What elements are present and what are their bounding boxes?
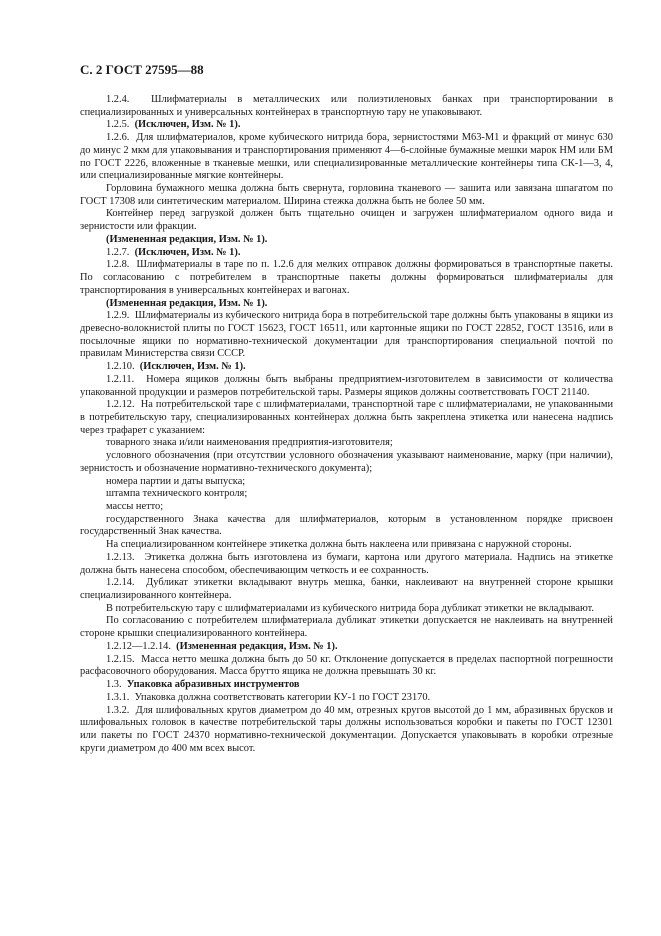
paragraph [80,183,613,208]
paragraph-text: штампа технического контроля; [106,488,248,500]
paragraph [80,539,613,552]
clause-number: 1.2.5. [106,119,130,131]
clause-paragraph [80,374,613,399]
clause-number: 1.2.4. [106,94,130,105]
paragraph-text: массы нетто; [106,501,164,512]
paragraph [80,488,613,501]
clause-paragraph [80,654,613,679]
paragraph-text: Шлифматериалы в таре по п. 1.2.6 для мелких отправок должны формироваться в транспортные пакеты. По согласованию с потребителем в транспортные пакеты должны формироваться шлифматериалы для транспортирования в универсальных контейнерах и вагонах. [80,259,613,296]
clause-number: 1.2.14. [106,577,135,589]
bold-note: (Измененная редакция, Изм. № 1). [176,640,338,652]
paragraph [80,234,613,247]
document-body [80,94,613,755]
clause-number: 1.2.11. [106,373,135,385]
paragraph [80,298,613,311]
clause-paragraph [80,692,613,705]
clause-number: 1.3.1. [106,691,130,703]
paragraph-text: государственного Знака качества для шлифматериалов, которым в установленном порядке присвоен государственный Знак качества. [80,513,613,538]
paragraph-text: номера партии и даты выпуска; [106,475,246,487]
paragraph [80,476,613,489]
bold-note: (Измененная редакция, Изм. № 1). [106,233,268,245]
paragraph-text: условного обозначения (при отсутствии условного обозначения указывают наименование, марку (при наличии), зернистость и обозначение нормативно-технического документа); [80,450,613,474]
clause-number: 1.2.7. [106,246,130,258]
bold-note: (Исключен, Изм. № 1). [134,119,241,131]
clause-number: 1.2.8. [106,259,130,271]
clause-number: 1.2.13. [106,551,135,563]
paragraph-text: По согласованию с потребителем шлифматериала дубликат этикетки допускается не наклеивать на внутренней стороне крышки специализированного контейнера. [80,615,613,640]
page-header: С. 2 ГОСТ 27595—88 [80,62,204,77]
clause-paragraph [80,259,613,297]
clause-paragraph [80,577,613,602]
clause-paragraph [80,310,613,361]
paragraph-text: В потребительскую тару с шлифматериалами из кубического нитрида бора дубликат этикетки не вкладывают. [106,602,594,614]
clause-number: 1.2.12—1.2.14. [106,640,171,652]
clause-paragraph [80,361,613,374]
clause-paragraph [80,399,613,437]
paragraph-text: Горловина бумажного мешка должна быть свернута, горловина тканевого — зашита или завязана шпагатом по ГОСТ 17308 или синтетическим материалом. Ширина стежка должна быть не более 50 мм. [80,183,613,207]
paragraph [80,615,613,640]
paragraph-text: Номера ящиков должны быть выбраны предприятием-изготовителем в зависимости от количества упакованной продукции и размеров потребительской тары. Размеры ящиков должны соответствовать ГОСТ 21140. [80,373,613,398]
bold-note: (Исключен, Изм. № 1). [139,361,246,373]
clause-number: 1.2.6. [106,132,130,144]
bold-note: (Исключен, Изм. № 1). [134,246,241,258]
paragraph-text: Этикетка должна быть изготовлена из бумаги, картона или другого материала. Надпись на этикетке должна быть нанесена способом, обеспечивающим четкость и ее сохранность. [80,551,613,576]
paragraph-text: товарного знака и/или наименования предприятия-изготовителя; [106,437,393,449]
bold-note: Упаковка абразивных инструментов [126,679,300,691]
clause-number: 1.2.12. [106,399,135,411]
paragraph [80,514,613,539]
clause-number: 1.2.15. [106,653,135,665]
clause-paragraph [80,641,613,654]
bold-note: (Измененная редакция, Изм. № 1). [106,297,268,309]
clause-paragraph [80,705,613,756]
clause-paragraph [80,247,613,260]
paragraph [80,501,613,514]
paragraph-text: Дубликат этикетки вкладывают внутрь мешка, банки, наклеивают на внутренней стороне крышки специализированного контейнера. [80,577,614,602]
clause-number: 1.2.9. [106,310,130,322]
paragraph [80,603,613,616]
paragraph-text: Шлифматериалы в металлических или полиэтиленовых банках при транспортировании в специализированных и универсальных контейнерах в транспортную тару не упаковывают. [80,94,613,118]
clause-paragraph [80,132,613,183]
paragraph-text: На специализированном контейнере этикетка должна быть наклеена или привязана с наружной стороны. [106,539,572,551]
clause-paragraph [80,552,613,577]
paragraph-text: Упаковка должна соответствовать категории КУ-1 по ГОСТ 23170. [134,691,431,703]
clause-paragraph [80,679,613,692]
clause-number: 1.3.2. [106,704,130,716]
paragraph-text: Для шлифовальных кругов диаметром до 40 мм, отрезных кругов высотой до 1 мм, абразивных брусков и шлифовальных головок в качестве потребительской тары должны использоваться коробки и пакеты по ГОСТ 12301 или пакеты по ГОСТ 24370 нормативно-технической документации. Допускается упаковывать в коробки отрезные круги диаметром до 400 мм всех высот. [80,704,613,754]
clause-paragraph [80,119,613,132]
clause-number: 1.3. [106,679,122,691]
paragraph-text: На потребительской таре с шлифматериалами, транспортной таре с шлифматериалами, не упакованными в потребительскую тару, специализированных контейнерах должна быть закреплена этикетка или нанесена надпись через трафарет с указанием: [80,399,614,436]
paragraph [80,208,613,233]
clause-paragraph [80,94,613,119]
paragraph [80,437,613,450]
clause-number: 1.2.10. [106,361,135,373]
paragraph-text: Шлифматериалы из кубического нитрида бора в потребительской таре должны быть упакованы в ящики из древесно-волокнистой плиты по ГОСТ 15623, ГОСТ 16511, или картонные ящики по ГОСТ 22852, ГОСТ 13516, или в посылочные ящики по нормативно-технической документации для транспортирования специальной почтой по правилам Министерства связи СССР. [80,310,613,360]
paragraph-text: Масса нетто мешка должна быть до 50 кг. Отклонение допускается в пределах паспортной погрешности расфасовочного оборудования. Масса брутто ящика не должна превышать 30 кг. [80,653,614,678]
paragraph-text: Для шлифматериалов, кроме кубического нитрида бора, зернистостями М63-М1 и фракций от минус 630 до минус 2 мкм для упаковывания и транспортирования применяют 4—6-слойные бумажные мешки марок НМ или БМ по ГОСТ 2226, вложенные в тканевые мешки, или специализированные металлические контейнеры типа СК-1—3, 4, или специализированные мягкие контейнеры. [80,132,613,182]
paragraph [80,450,613,475]
paragraph-text: Контейнер перед загрузкой должен быть тщательно очищен и загружен шлифматериалом одного вида и зернистости или фракции. [80,208,613,233]
